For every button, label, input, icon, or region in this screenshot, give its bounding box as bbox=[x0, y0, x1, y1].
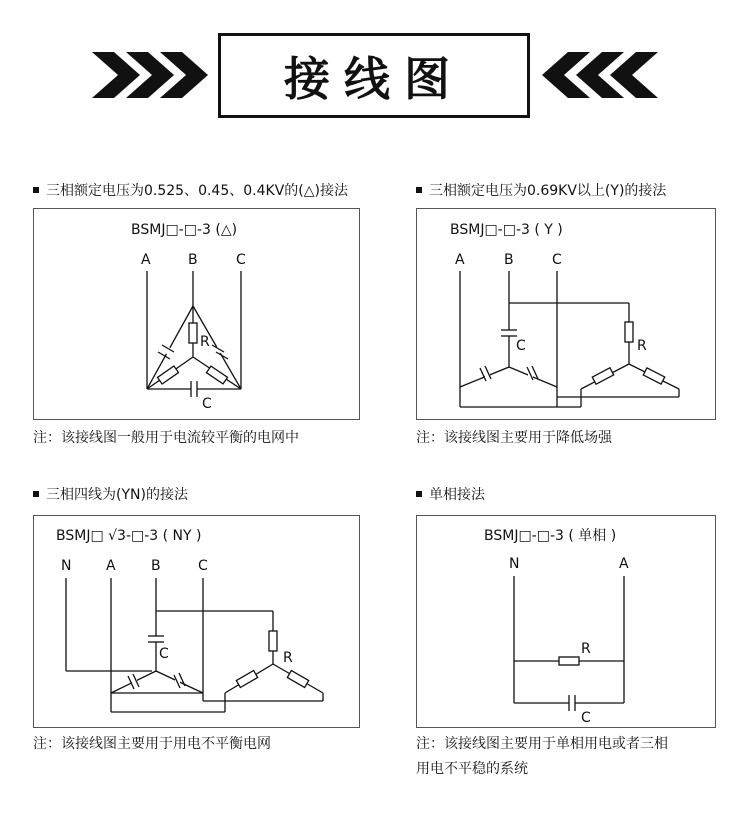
wye-capacitor-label: C bbox=[516, 338, 526, 354]
bullet-icon bbox=[416, 187, 422, 193]
single-phase-resistor-label: R bbox=[581, 641, 591, 657]
yn-capacitor-label: C bbox=[159, 646, 169, 662]
single-phase-note-line1: 注：该接线图主要用于单相用电或者三相 bbox=[416, 736, 668, 752]
terminal-b: B bbox=[188, 252, 198, 268]
bullet-icon bbox=[416, 491, 422, 497]
terminal-c: C bbox=[198, 558, 208, 574]
delta-model-label: BSMJ□-□-3 (△) bbox=[131, 222, 238, 238]
left-chevrons-icon bbox=[92, 50, 210, 100]
delta-heading: 三相额定电压为0.525、0.45、0.4KV的(△)接法 bbox=[33, 180, 348, 200]
delta-wiring-diagram bbox=[34, 209, 359, 419]
terminal-c: C bbox=[552, 252, 562, 268]
terminal-n: N bbox=[61, 558, 72, 574]
single-phase-wiring-diagram bbox=[417, 516, 715, 727]
single-phase-model-label: BSMJ□-□-3 ( 单相 ) bbox=[484, 528, 617, 544]
wye-wiring-diagram bbox=[417, 209, 715, 419]
delta-note: 注：该接线图一般用于电流较平衡的电网中 bbox=[33, 430, 299, 446]
page-title-text: 接线图 bbox=[284, 51, 464, 106]
wye-diagram-panel bbox=[416, 208, 716, 420]
yn-wiring-diagram bbox=[34, 516, 359, 727]
single-phase-note-line2: 用电不平稳的系统 bbox=[416, 761, 528, 777]
delta-resistor-label: R bbox=[200, 334, 210, 350]
delta-capacitor-label: C bbox=[202, 396, 212, 412]
single-phase-heading: 单相接法 bbox=[416, 484, 485, 504]
bullet-icon bbox=[33, 187, 39, 193]
yn-diagram-panel bbox=[33, 515, 360, 728]
terminal-a: A bbox=[106, 558, 116, 574]
wye-heading: 三相额定电压为0.69KV以上(Y)的接法 bbox=[416, 180, 666, 200]
terminal-a: A bbox=[619, 556, 629, 572]
wye-resistor-label: R bbox=[637, 338, 647, 354]
wye-model-label: BSMJ□-□-3 ( Y ) bbox=[450, 222, 563, 238]
terminal-b: B bbox=[151, 558, 161, 574]
terminal-n: N bbox=[509, 556, 520, 572]
single-phase-diagram-panel bbox=[416, 515, 716, 728]
yn-model-label: BSMJ□ √3-□-3 ( NY ) bbox=[56, 528, 202, 544]
yn-note: 注：该接线图主要用于用电不平衡电网 bbox=[33, 736, 271, 752]
single-phase-capacitor-label: C bbox=[581, 710, 591, 726]
yn-heading: 三相四线为(YN)的接法 bbox=[33, 484, 188, 504]
terminal-c: C bbox=[236, 252, 246, 268]
right-chevrons-icon bbox=[540, 50, 658, 100]
yn-resistor-label: R bbox=[283, 650, 293, 666]
terminal-a: A bbox=[141, 252, 151, 268]
single-phase-note bbox=[416, 732, 668, 782]
bullet-icon bbox=[33, 491, 39, 497]
terminal-b: B bbox=[504, 252, 514, 268]
wye-note: 注：该接线图主要用于降低场强 bbox=[416, 430, 612, 446]
terminal-a: A bbox=[455, 252, 465, 268]
page-title bbox=[218, 33, 530, 118]
delta-diagram-panel bbox=[33, 208, 360, 420]
